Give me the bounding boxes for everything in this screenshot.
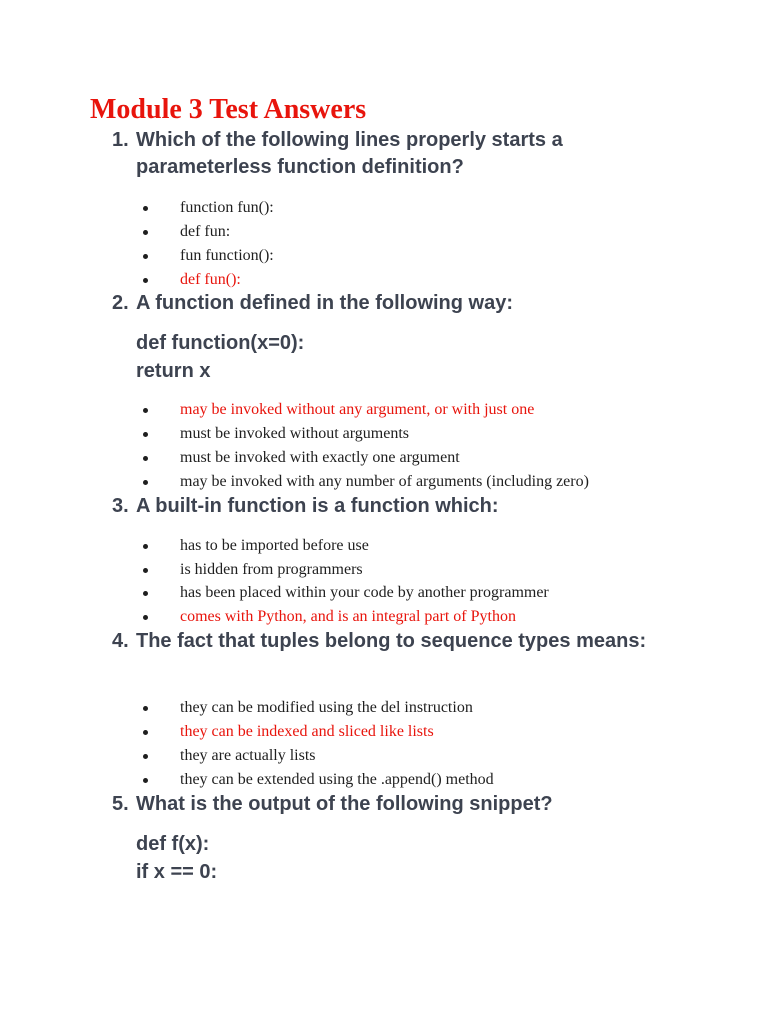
option-text: they can be modified using the del instruction (180, 699, 473, 716)
question-5-heading (112, 791, 652, 818)
option-text: is hidden from programmers (180, 561, 363, 578)
option-text: function fun(): (180, 199, 274, 216)
code-line: return x (136, 360, 211, 382)
bullet-icon (143, 568, 148, 573)
bullet-icon (143, 278, 148, 283)
bullet-icon (143, 254, 148, 259)
option-text: comes with Python, and is an integral part of Python (180, 608, 516, 625)
bullet-icon (143, 408, 148, 413)
option-text: may be invoked with any number of arguments (including zero) (180, 473, 589, 490)
question-number: 5. (112, 793, 129, 815)
bullet-icon (143, 432, 148, 437)
question-text: The fact that tuples belong to sequence types means: (136, 630, 647, 652)
option-text: has been placed within your code by another programmer (180, 584, 549, 601)
bullet-icon (143, 456, 148, 461)
document-title: Module 3 Test Answers (90, 94, 367, 125)
option-text: has to be imported before use (180, 537, 369, 554)
option-text: they can be indexed and sliced like lists (180, 723, 434, 740)
question-text: A function defined in the following way: (136, 292, 514, 314)
question-1-heading (112, 127, 652, 181)
bullet-icon (143, 754, 148, 759)
question-2-heading (112, 290, 652, 317)
question-number: 4. (112, 630, 129, 652)
option-text: must be invoked with exactly one argument (180, 449, 460, 466)
code-line: if x == 0: (136, 861, 218, 883)
question-text: A built-in function is a function which: (136, 495, 499, 517)
question-3-heading (112, 493, 652, 520)
bullet-icon (143, 730, 148, 735)
bullet-icon (143, 544, 148, 549)
option-text: they are actually lists (180, 747, 316, 764)
code-line: def function(x=0): (136, 332, 305, 354)
bullet-icon (143, 230, 148, 235)
option-text: def fun: (180, 223, 231, 240)
bullet-icon (143, 480, 148, 485)
question-text: What is the output of the following snippet? (136, 793, 553, 815)
option-text: must be invoked without arguments (180, 425, 410, 442)
option-text: they can be extended using the .append() method (180, 771, 494, 788)
option-text: def fun(): (180, 271, 241, 288)
question-number: 3. (112, 495, 129, 517)
option-text: may be invoked without any argument, or with just one (180, 401, 535, 418)
bullet-icon (143, 706, 148, 711)
bullet-icon (143, 778, 148, 783)
bullet-icon (143, 206, 148, 211)
code-line: def f(x): (136, 833, 210, 855)
bullet-icon (143, 591, 148, 596)
question-text: Which of the following lines properly starts a parameterless function definition? (136, 129, 563, 178)
question-number: 1. (112, 129, 129, 151)
bullet-icon (143, 615, 148, 620)
question-4-heading (112, 628, 652, 655)
option-text: fun function(): (180, 247, 274, 264)
question-number: 2. (112, 292, 129, 314)
